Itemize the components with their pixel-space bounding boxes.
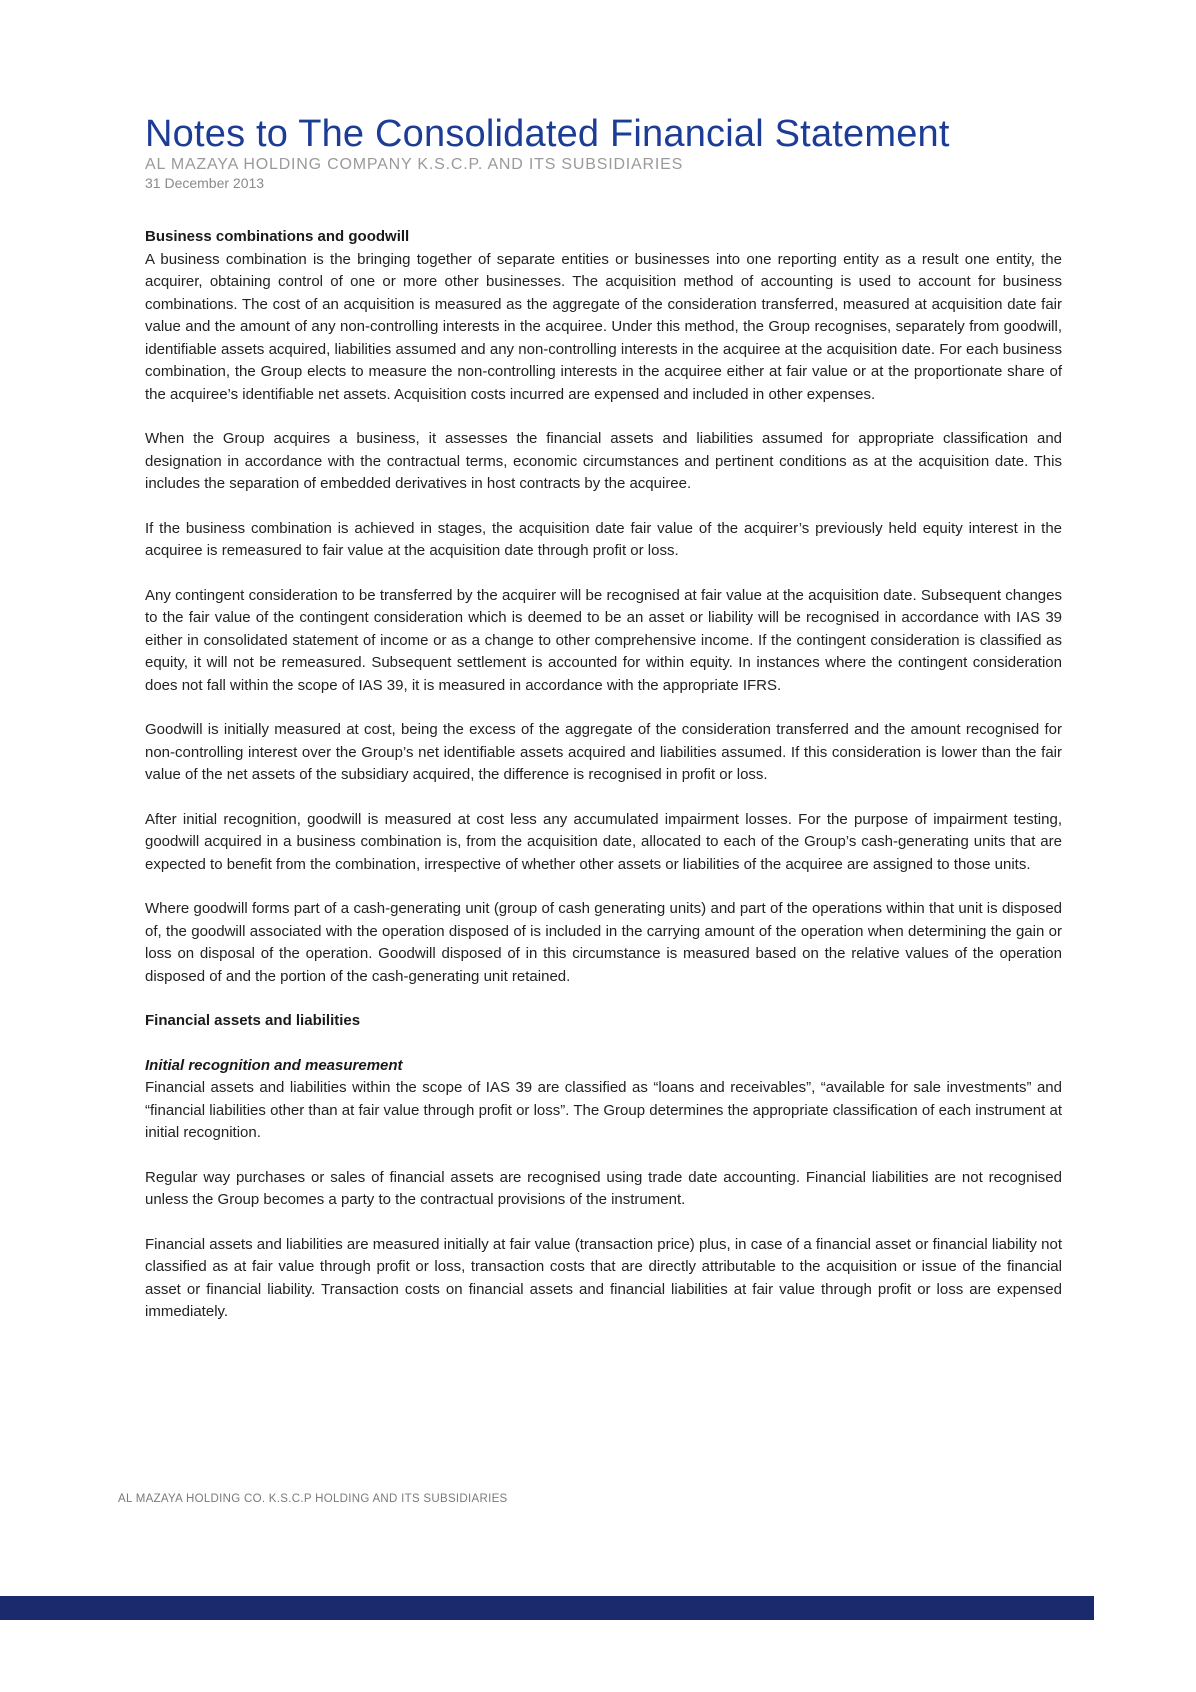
footer-company-name: AL MAZAYA HOLDING CO. K.S.C.P HOLDING AND ITS SUBSIDIARIES — [118, 1493, 508, 1505]
paragraph: A business combination is the bringing together of separate entities or businesses into one reporting entity as a result one entity, the acquirer, obtaining control of one or more other businesses. The acquisition method of accounting is used to account for business combinations. The cost of an acquisition is measured as the aggregate of the consideration transferred, measured at acquisition date fair value and the amount of any non-controlling interests in the acquiree. Under this method, the Group recognises, separately from goodwill, identifiable assets acquired, liabilities assumed and any non-controlling interests in the acquiree at the acquisition date. For each business combination, the Group elects to measure the non-controlling interests in the acquiree either at fair value or at the proportionate share of the acquiree’s identifiable net assets. Acquisition costs incurred are expensed and included in other expenses. — [145, 250, 1062, 403]
page-header — [145, 112, 1095, 192]
statement-date: 31 December 2013 — [145, 175, 265, 191]
section-heading-financial-assets: Financial assets and liabilities — [145, 1012, 361, 1029]
paragraph: Goodwill is initially measured at cost, being the excess of the aggregate of the consideration transferred and the amount recognised for non-controlling interest over the Group’s net identifiable assets acquired and liabilities assumed. If this consideration is lower than the fair value of the net assets of the subsidiary acquired, the difference is recognised in profit or loss. — [145, 721, 1062, 783]
paragraph: Regular way purchases or sales of financial assets are recognised using trade date accounting. Financial liabilities are not recognised unless the Group becomes a party to the contractual provisions of the instrument. — [145, 1168, 1062, 1208]
section-heading-business-combinations: Business combinations and goodwill — [145, 228, 410, 245]
paragraph: Where goodwill forms part of a cash-generating unit (group of cash generating units) and part of the operations within that unit is disposed of, the goodwill associated with the operation disposed of is included in the carrying amount of the operation when determining the gain or loss on disposal of the operation. Goodwill disposed of in this circumstance is measured based on the relative values of the operation disposed of and the portion of the cash-generating unit retained. — [145, 900, 1062, 985]
subsection-heading-initial-recognition: Initial recognition and measurement — [145, 1056, 403, 1074]
notes-body — [145, 226, 1062, 1346]
paragraph: After initial recognition, goodwill is measured at cost less any accumulated impairment losses. For the purpose of impairment testing, goodwill acquired in a business combination is, from the acquisition date, allocated to each of the Group’s cash-generating units that are expected to benefit from the combination, irrespective of whether other assets or liabilities of the acquiree are assigned to those units. — [145, 810, 1062, 873]
paragraph: Financial assets and liabilities within the scope of IAS 39 are classified as “loans and receivables”, “available for sale investments” and “financial liabilities other than at fair value through profit or loss”. The Group determines the appropriate classification of each instrument at initial recognition. — [145, 1079, 1062, 1141]
company-name: AL MAZAYA HOLDING COMPANY K.S.C.P. AND ITS SUBSIDIARIES — [145, 156, 684, 173]
page-title: Notes to The Consolidated Financial Statement — [145, 113, 950, 155]
footer-bar — [0, 1596, 1094, 1620]
paragraph: Financial assets and liabilities are measured initially at fair value (transaction price) plus, in case of a financial asset or financial liability not classified as at fair value through profit or loss, transaction costs that are directly attributable to the acquisition or issue of the financial asset or financial liability. Transaction costs on financial assets and financial liabilities at fair value through profit or loss are expensed immediately. — [145, 1235, 1062, 1320]
paragraph: Any contingent consideration to be transferred by the acquirer will be recognised at fair value at the acquisition date. Subsequent changes to the fair value of the contingent consideration which is deemed to be an asset or liability will be recognised in accordance with IAS 39 either in consolidated statement of income or as a change to other comprehensive income. If the contingent consideration is classified as equity, it will not be remeasured. Subsequent settlement is accounted for within equity. In instances where the contingent consideration does not fall within the scope of IAS 39, it is measured in accordance with the appropriate IFRS. — [145, 586, 1062, 694]
paragraph: When the Group acquires a business, it assesses the financial assets and liabilities assumed for appropriate classification and designation in accordance with the contractual terms, economic circumstances and pertinent conditions as at the acquisition date. This includes the separation of embedded derivatives in host contracts by the acquiree. — [145, 430, 1062, 492]
paragraph: If the business combination is achieved in stages, the acquisition date fair value of the acquirer’s previously held equity interest in the acquiree is remeasured to fair value at the acquisition date through profit or loss. — [145, 519, 1062, 559]
